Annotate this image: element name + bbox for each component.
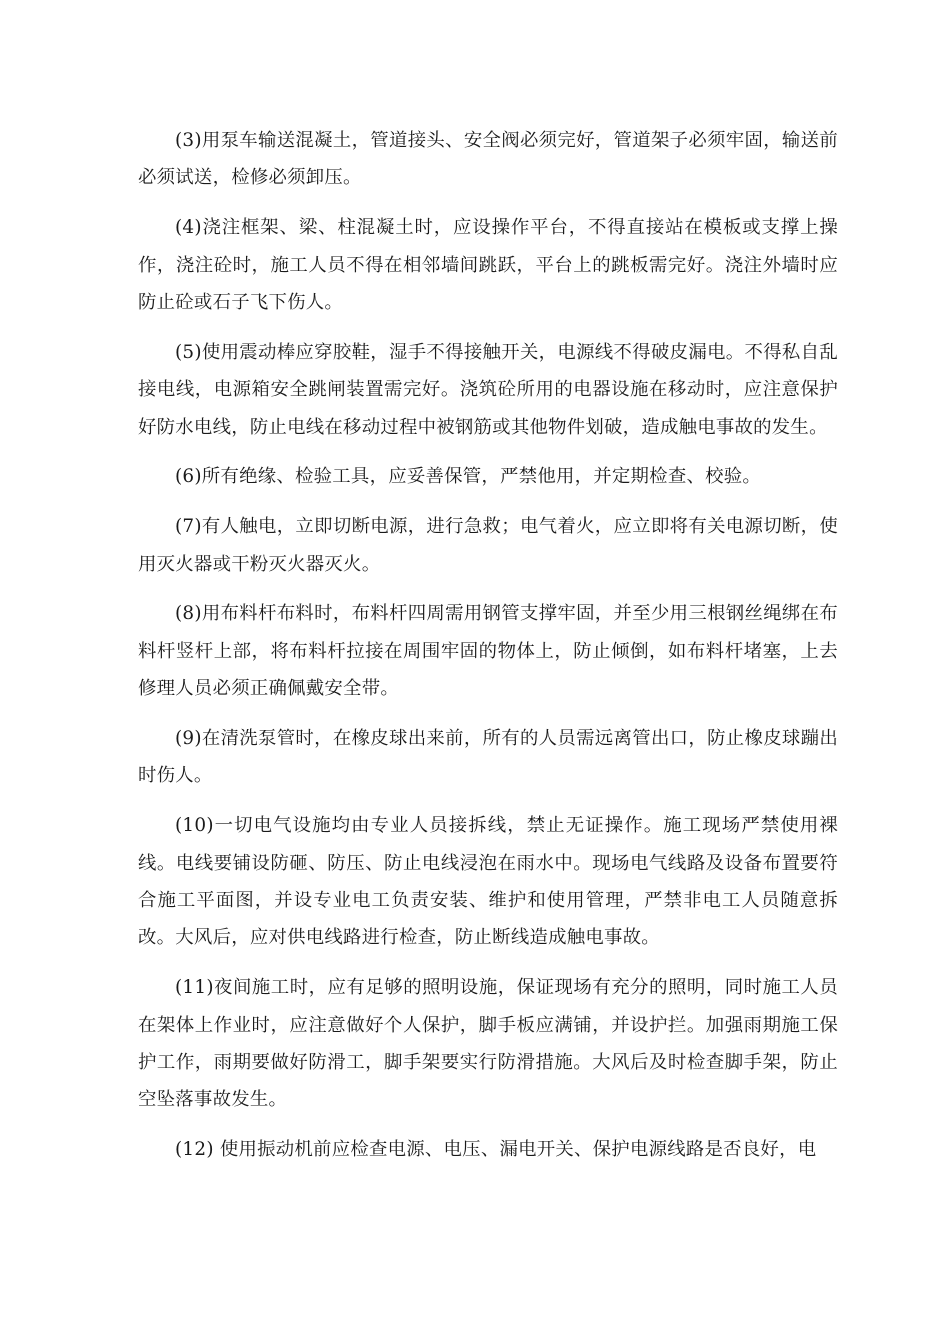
document-body xyxy=(138,122,838,1181)
paragraph-9: (9)在清洗泵管时，在橡皮球出来前，所有的人员需远离管出口，防止橡皮球蹦出时伤人。 xyxy=(138,728,838,787)
paragraph-7: (7)有人触电，立即切断电源，进行急救；电气着火，应立即将有关电源切断，使用灭火器或干粉灭火器灭火。 xyxy=(138,516,838,575)
paragraph-12: (12) 使用振动机前应检查电源、电压、漏电开关、保护电源线路是否良好，电 xyxy=(175,1139,817,1161)
paragraph-4: (4)浇注框架、梁、柱混凝土时，应设操作平台，不得直接站在模板或支撑上操作，浇注砼时，施工人员不得在相邻墙间跳跃，平台上的跳板需完好。浇注外墙时应防止砼或石子飞下伤人。 xyxy=(138,217,838,314)
paragraph-3: (3)用泵车输送混凝土，管道接头、安全阀必须完好，管道架子必须牢固，输送前必须试送，检修必须卸压。 xyxy=(138,130,838,189)
paragraph-11: (11)夜间施工时，应有足够的照明设施，保证现场有充分的照明，同时施工人员在架体上作业时，应注意做好个人保护，脚手板应满铺，并设护拦。加强雨期施工保护工作，雨期要做好防滑工，脚手架要实行防滑措施。大风后及时检查脚手架，防止空坠落事故发生。 xyxy=(138,977,838,1111)
paragraph-6: (6)所有绝缘、检验工具，应妥善保管，严禁他用，并定期检查、校验。 xyxy=(175,466,762,488)
paragraph-5: (5)使用震动棒应穿胶鞋，湿手不得接触开关，电源线不得破皮漏电。不得私自乱接电线，电源箱安全跳闸装置需完好。浇筑砼所用的电器设施在移动时，应注意保护好防水电线，防止电线在移动过程中被钢筋或其他物件划破，造成触电事故的发生。 xyxy=(138,341,838,438)
paragraph-10: (10)一切电气设施均由专业人员接拆线，禁止无证操作。施工现场严禁使用裸线。电线要铺设防砸、防压、防止电线浸泡在雨水中。现场电气线路及设备布置要符合施工平面图，并设专业电工负责安装、维护和使用管理，严禁非电工人员随意拆改。大风后，应对供电线路进行检查，防止断线造成触电事故。 xyxy=(138,815,838,949)
paragraph-8: (8)用布料杆布料时，布料杆四周需用钢管支撑牢固，并至少用三根钢丝绳绑在布料杆竖杆上部，将布料杆拉接在周围牢固的物体上，防止倾倒，如布料杆堵塞，上去修理人员必须正确佩戴安全带。 xyxy=(138,603,838,700)
